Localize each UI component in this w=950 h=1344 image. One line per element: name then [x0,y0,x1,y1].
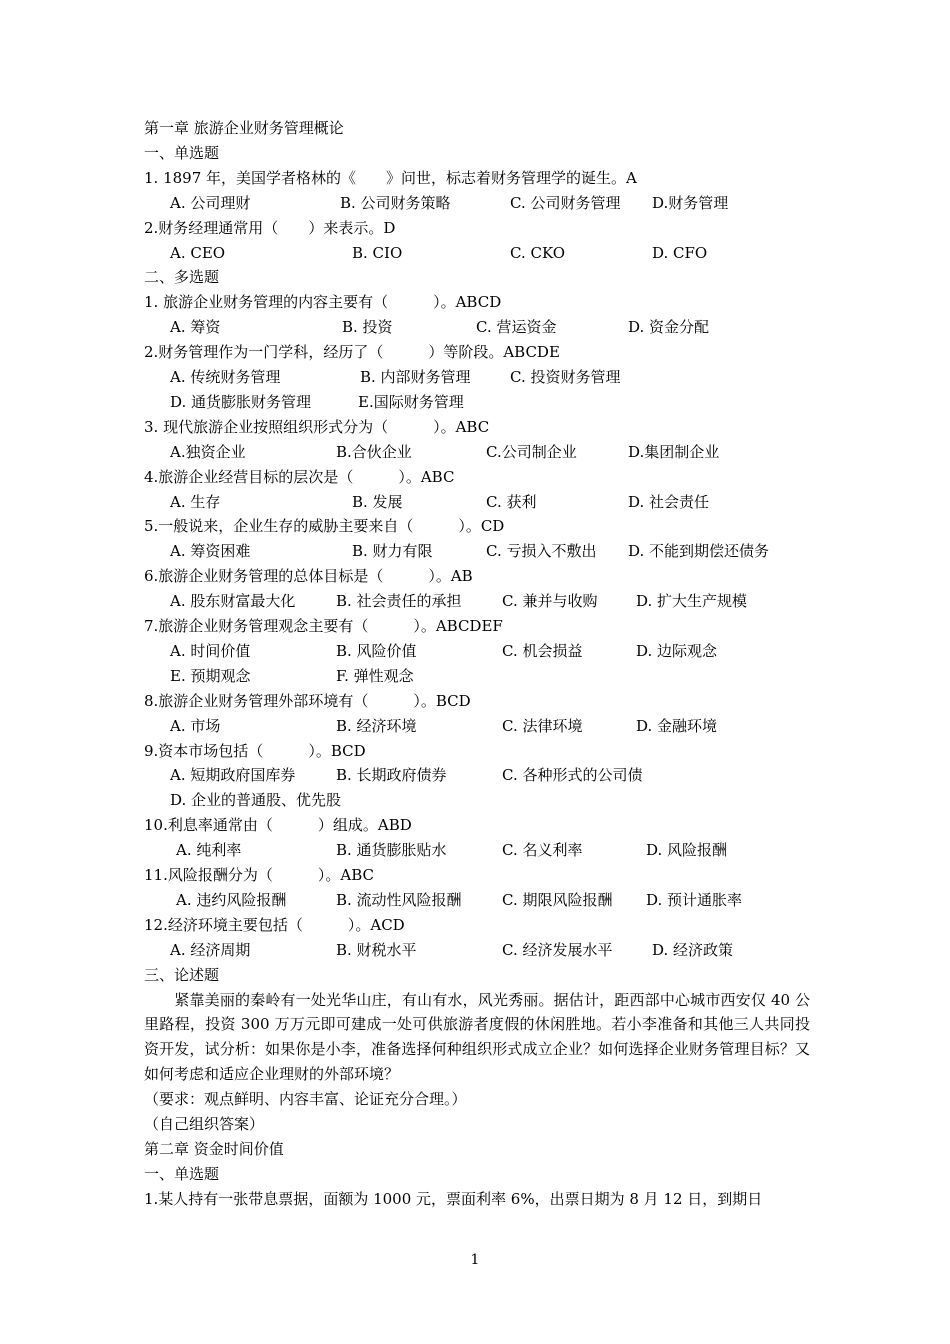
option-item: C. 亏损入不敷出 [486,542,597,561]
option-item: C. 名义利率 [502,841,583,860]
option-item: D.财务管理 [652,193,729,212]
option-item: B. CIO [352,243,403,262]
text-line: 9.资本市场包括（ ）。BCD [144,741,366,760]
option-item: C. 投资财务管理 [510,368,621,386]
option-item: A. 纯利率 [176,841,242,860]
option-item: D. 不能到期偿还债务 [628,542,770,561]
option-item: A. 股东财富最大化 [170,592,296,611]
text-line: 1.某人持有一张带息票据，面额为 1000 元，票面利率 6%，出票日期为 8 月 12 日，到期日 [144,1189,763,1208]
option-item: A. 传统财务管理 [170,368,281,386]
text-line: 1. 1897 年，美国学者格林的《 》问世，标志着财务管理学的诞生。A [144,168,637,187]
option-item: A. 市场 [170,716,221,735]
text-line: 3. 现代旅游企业按照组织形式分为（ ）。ABC [144,417,490,436]
option-item: C. 经济发展水平 [502,940,613,959]
text-line: 第一章 旅游企业财务管理概论 [144,119,344,137]
option-item: B. 流动性风险报酬 [336,890,462,909]
option-item: C. 公司财务管理 [510,193,621,212]
option-item: C. 机会损益 [502,641,583,660]
option-item: D. 扩大生产规模 [636,592,748,611]
option-item: A. 筹资困难 [170,542,251,561]
text-line: 二、多选题 [144,268,220,287]
option-item: A. CEO [170,243,226,262]
option-item: C. 营运资金 [476,318,557,337]
option-item: C. 期限风险报酬 [502,890,613,909]
option-item: D.集团制企业 [628,442,720,461]
option-item: D. 资金分配 [628,318,710,337]
text-line: 10.利息率通常由（ ）组成。ABD [144,816,412,835]
option-item: D. 社会责任 [628,492,710,511]
option-item: D. 经济政策 [652,940,734,959]
option-item: D. 边际观念 [636,641,718,660]
option-item: A. 生存 [170,492,221,511]
text-line: 2.财务管理作为一门学科，经历了（ ）等阶段。ABCDE [144,343,560,362]
text-line: 一、单选题 [144,1164,220,1183]
text-line: 8.旅游企业财务管理外部环境有（ ）。BCD [144,691,471,710]
option-item: A. 短期政府国库券 [170,766,296,785]
option-item: B. 发展 [352,492,403,511]
option-item: B. 社会责任的承担 [336,592,462,611]
text-line: 11.风险报酬分为（ ）。ABC [144,866,374,884]
text-line: （自己组织答案） [144,1115,265,1133]
option-item: C. 各种形式的公司债 [502,766,643,785]
option-item: D. 企业的普通股、优先股 [170,791,342,810]
option-item: A.独资企业 [170,442,246,461]
option-item: D. 通货膨胀财务管理 [170,392,312,411]
text-line: 2.财务经理通常用（ ）来表示。D [144,218,396,237]
text-line: 1. 旅游企业财务管理的内容主要有（ ）。ABCD [144,293,502,312]
option-item: D. 预计通胀率 [646,890,743,909]
option-item: E.国际财务管理 [358,392,464,411]
option-item: C. CKO [510,243,566,262]
text-line: 5.一般说来，企业生存的威胁主要来自（ ）。CD [144,517,505,536]
option-item: C.公司制企业 [486,442,577,461]
option-item: B. 投资 [342,318,393,337]
option-item: D. 风险报酬 [646,841,728,860]
option-item: E. 预期观念 [170,666,251,685]
option-item: A. 筹资 [170,318,221,337]
text-line: 6.旅游企业财务管理的总体目标是（ ）。AB [144,567,473,586]
option-item: C. 获利 [486,492,537,511]
option-item: A. 违约风险报酬 [176,890,287,909]
option-item: C. 兼并与收购 [502,592,598,611]
option-item: B. 财税水平 [336,940,417,959]
text-line: 4.旅游企业经营目标的层次是（ ）。ABC [144,467,455,486]
option-item: B. 通货膨胀贴水 [336,841,447,860]
text-line: 第二章 资金时间价值 [144,1139,284,1158]
option-item: A. 公司理财 [170,193,251,212]
essay-paragraph: 紧靠美丽的秦岭有一处光华山庄，有山有水，风光秀丽。据估计，距西部中心城市西安仅 40 公里路程，投资 300 万万元即可建成一处可供旅游者度假的休闲胜地。若小李准备和其他三人共同投资开发，试分析：如果你是小李，准备选择何种组织形式成立企业？如何选择企业财务管理目标？又如何考虑和适应企业理财的外部环境？ [144,990,810,1084]
text-line: 12.经济环境主要包括（ ）。ACD [144,915,405,934]
text-line: 一、单选题 [144,143,220,162]
option-item: B.合伙企业 [336,442,412,461]
text-line: （要求：观点鲜明、内容丰富、论证充分合理。） [144,1090,467,1109]
option-item: D. 金融环境 [636,716,718,735]
option-item: F. 弹性观念 [336,666,414,685]
option-item: B. 内部财务管理 [360,368,471,386]
option-item: B. 经济环境 [336,716,417,735]
option-item: C. 法律环境 [502,716,583,735]
text-line: 三、论述题 [144,965,220,984]
option-item: A. 经济周期 [170,940,251,959]
option-item: B. 财力有限 [352,542,433,561]
option-item: A. 时间价值 [170,641,251,660]
option-item: B. 公司财务策略 [340,193,451,212]
option-item: B. 风险价值 [336,641,417,660]
page-number: 1 [470,1252,480,1268]
text-line: 7.旅游企业财务管理观念主要有（ ）。ABCDEF [144,617,503,635]
option-item: D. CFO [652,243,708,262]
option-item: B. 长期政府债券 [336,766,447,785]
